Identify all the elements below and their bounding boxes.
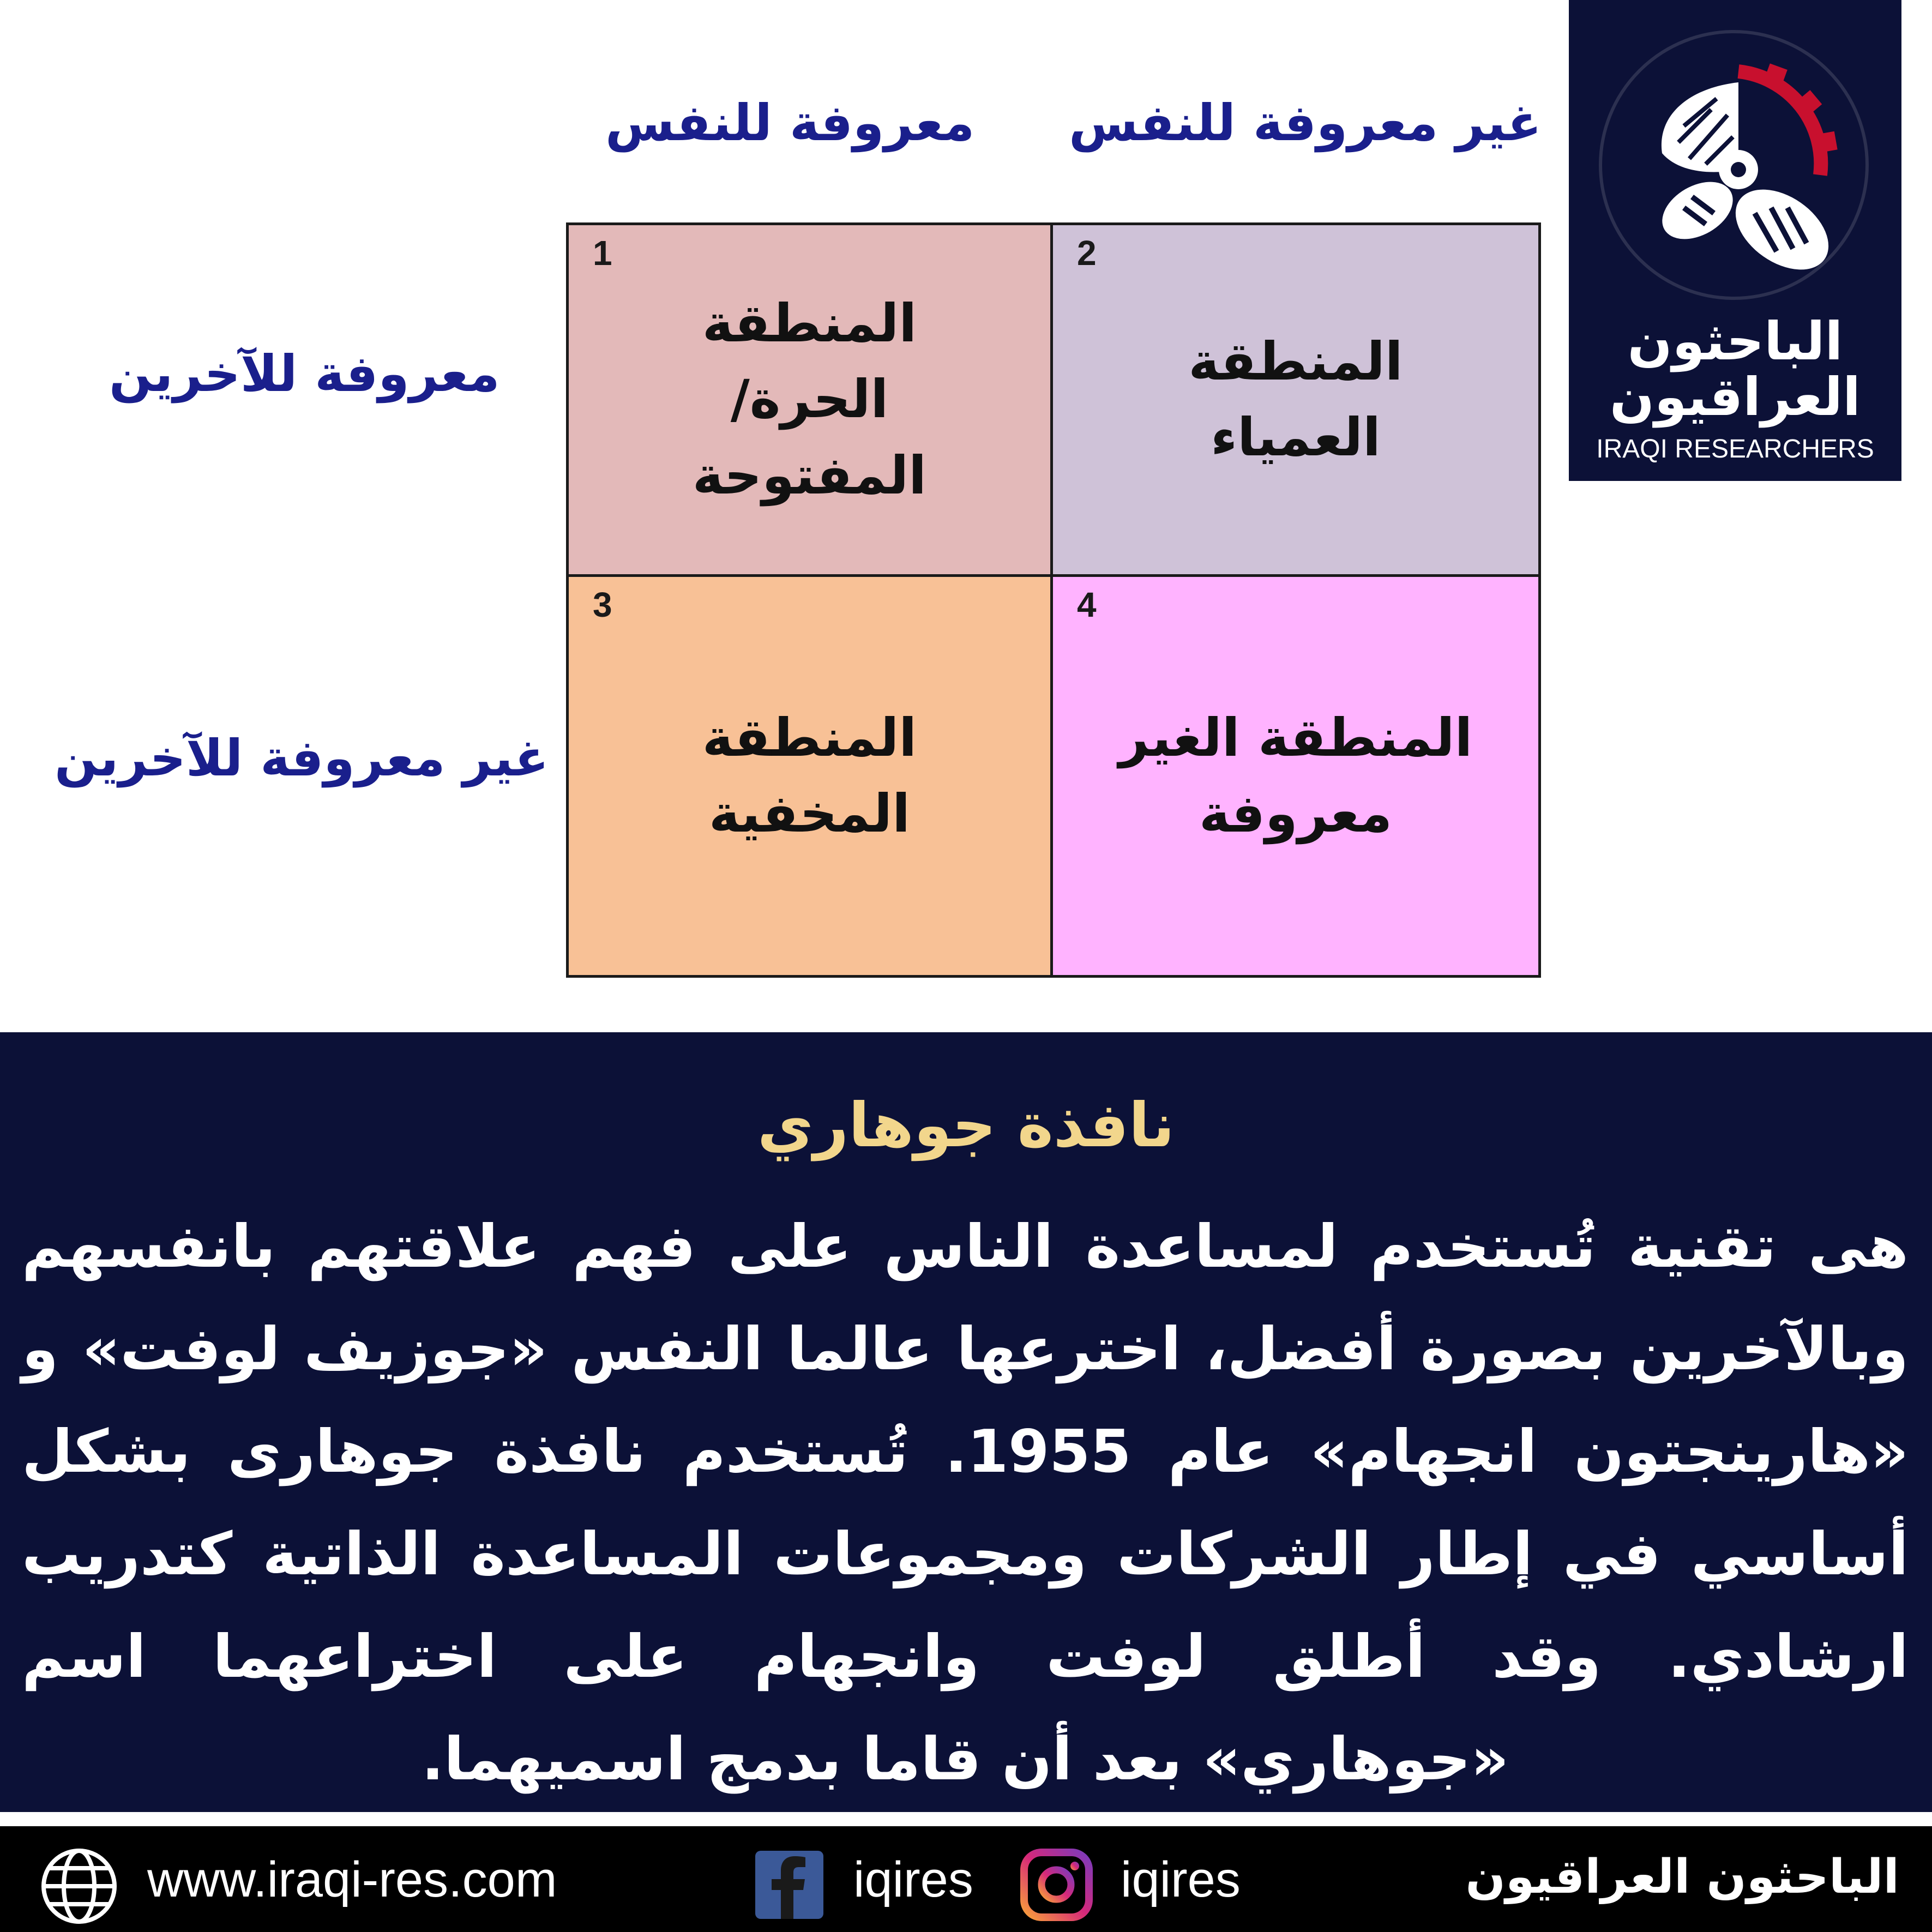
col-label-known-to-self: معروفة للنفس — [605, 94, 975, 152]
facebook-icon[interactable] — [755, 1851, 823, 1919]
row-label-known-to-others: معروفة للآخرين — [109, 345, 500, 403]
hidden-area-cell — [566, 574, 1053, 978]
globe-icon — [38, 1845, 120, 1927]
panel-body: هى تقنية تُستخدم لمساعدة الناس على فهم علاقتهم بانفسهم وبالآخرين بصورة أفضل، اخترعها عالما النفس «جوزيف لوفت» و «هارينجتون انجهام» عام 1955. تُستخدم نافذة جوهارى بشكل أساسي في إطار الشركات ومجموعات المساعدة الذاتية كتدريب ارشادي. وقد أطلق لوفت وانجهام على اختراعهما اسم «جوهاري» بعد أن قاما بدمج اسميهما. — [22, 1213, 1909, 1793]
cell-label: المنطقة الحرة/ المفتوحة — [692, 293, 927, 506]
facebook-handle[interactable]: iqires — [853, 1852, 973, 1907]
brand-logo — [1569, 0, 1901, 481]
instagram-icon[interactable] — [1020, 1848, 1093, 1922]
brain-gear-icon — [1602, 33, 1865, 297]
logo-emblem — [1599, 30, 1869, 300]
logo-subtitle: IRAQI RESEARCHERS — [1596, 435, 1874, 464]
description-panel — [0, 1032, 1932, 1812]
logo-title-line2: العراقيون — [1610, 366, 1861, 428]
open-area-cell — [566, 222, 1053, 577]
footer — [0, 1826, 1932, 1932]
instagram-handle[interactable]: iqires — [1121, 1852, 1241, 1907]
panel-title: نافذة جوهاري — [757, 1090, 1175, 1161]
unknown-area-cell — [1050, 574, 1541, 978]
blind-area-cell — [1050, 222, 1541, 577]
cell-number: 4 — [1077, 585, 1097, 624]
footer-divider — [0, 1812, 1932, 1826]
cell-number: 3 — [593, 585, 612, 624]
website-link[interactable]: www.iraqi-res.com — [147, 1852, 557, 1907]
cell-label: المنطقة العمياء — [1188, 330, 1403, 468]
logo-title-line1: الباحثون — [1627, 311, 1843, 372]
cell-number: 2 — [1077, 233, 1097, 273]
col-label-unknown-to-self: غير معروفة للنفس — [1069, 94, 1542, 152]
cell-label: المنطقة الغير معروفة — [1118, 707, 1473, 844]
footer-brand: الباحثون العراقيون — [1465, 1850, 1899, 1904]
cell-number: 1 — [593, 233, 612, 273]
row-label-unknown-to-others: غير معروفة للآخرين — [55, 729, 549, 787]
cell-label: المنطقة المخفية — [702, 707, 917, 844]
